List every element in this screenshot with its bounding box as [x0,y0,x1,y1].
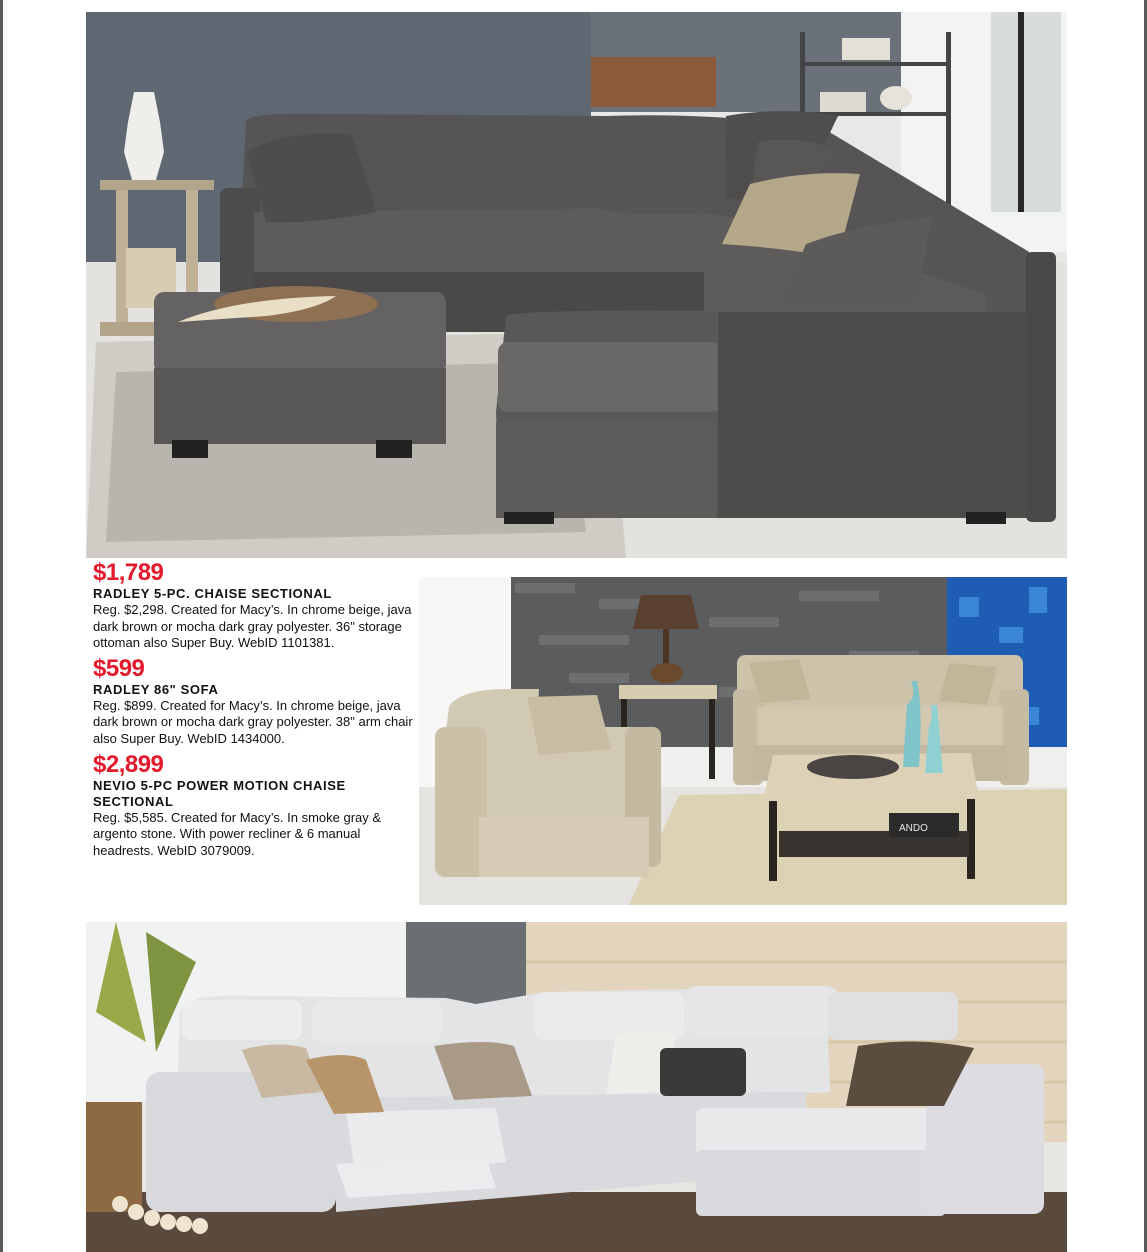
product-2-description: Reg. $899. Created for Macy’s. In chrome beige, java dark brown or mocha dark gray polyester. 38" arm chair also Super Buy. WebID 1434000. [93,697,413,746]
product-3-description: Reg. $5,585. Created for Macy’s. In smoke gray & argento stone. With power recliner & 6 manual headrests. WebID 3079009. [93,809,382,858]
product-1-name: RADLEY 5-PC. CHAISE SECTIONAL [93,586,332,601]
book-spine-text: ANDO [899,823,928,834]
radley-sofa-photo [419,577,1067,905]
product-1-price: $1,789 [93,559,164,586]
product-3-name: NEVIO 5-PC POWER MOTION CHAISE SECTIONAL [93,777,346,809]
product-3-price: $2,899 [93,750,164,778]
radley-sectional-photo [86,12,1067,558]
page-edge-left [0,0,3,1252]
product-2-price: $599 [93,654,145,682]
product-1-description: Reg. $2,298. Created for Macy’s. In chrome beige, java dark brown or mocha dark gray polyester. 36" storage ottoman also Super Buy. WebID 1101381. [93,602,412,651]
nevio-sectional-photo [86,922,1067,1252]
product-2-name: RADLEY 86" SOFA [93,681,219,697]
product-copy [93,560,413,863]
